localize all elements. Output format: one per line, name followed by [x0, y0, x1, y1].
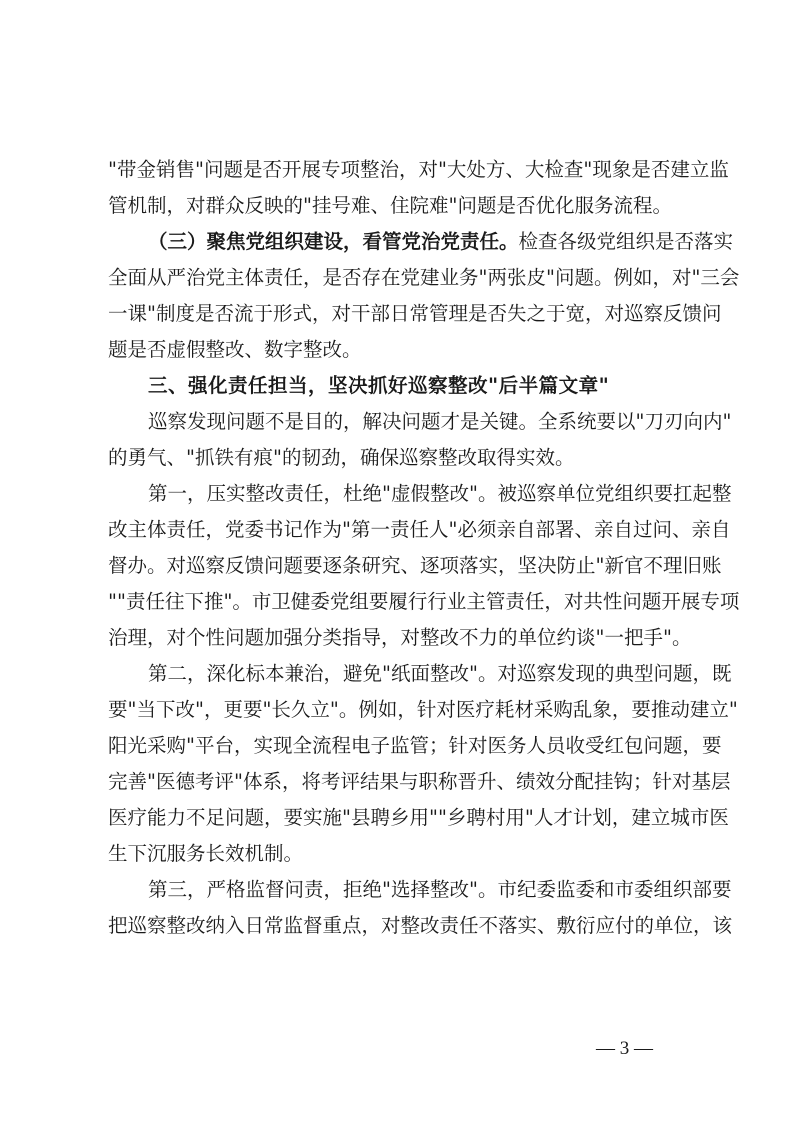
body-line-1: "带金销售"问题是否开展专项整治，对"大处方、大检查"现象是否建立监	[108, 158, 729, 181]
body-line-11: 改主体责任，党委书记作为"第一责任人"必须亲自部署、亲自过问、亲自	[108, 518, 731, 541]
subheading-3-text: 检查各级党组织是否落实	[518, 230, 734, 253]
section-subheading-line	[148, 230, 734, 256]
body-line-4: 全面从严治党主体责任，是否存在党建业务"两张皮"问题。例如，对"三会	[108, 266, 740, 289]
body-line-16: 要"当下改"，更要"长久立"。例如，针对医疗耗材采购乱象，要推动建立"	[108, 698, 738, 721]
page-number: — 3 —	[596, 1038, 653, 1059]
body-line-9: 的勇气、"抓铁有痕"的韧劲，确保巡察整改取得实效。	[108, 446, 575, 469]
body-line-12: 督办。对巡察反馈问题要逐条研究、逐项落实，坚决防止"新官不理旧账	[108, 554, 722, 577]
body-line-19: 医疗能力不足问题，要实施"县聘乡用""乡聘村用"人才计划，建立城市医	[108, 806, 729, 829]
body-line-22: 把巡察整改纳入日常监督重点，对整改责任不落实、敷衍应付的单位，该	[108, 914, 733, 937]
body-line-13: ""责任往下推"。市卫健委党组要履行行业主管责任，对共性问题开展专项	[108, 590, 740, 613]
subheading-3: （三）聚焦党组织建设，看管党治党责任。	[148, 230, 519, 253]
body-line-6: 题是否虚假整改、数字整改。	[108, 338, 362, 361]
body-line-5: 一课"制度是否流于形式，对干部日常管理是否失之于宽，对巡察反馈问	[108, 302, 722, 325]
body-line-8: 巡察发现问题不是目的，解决问题才是关键。全系统要以"刀刃向内"	[148, 410, 732, 433]
body-line-20: 生下沉服务长效机制。	[108, 842, 304, 865]
body-line-18: 完善"医德考评"体系，将考评结果与职称晋升、绩效分配挂钩；针对基层	[108, 770, 731, 793]
body-line-17: 阳光采购"平台，实现全流程电子监管；针对医务人员收受红包问题，要	[108, 734, 722, 757]
body-line-14: 治理，对个性问题加强分类指导，对整改不力的单位约谈"一把手"。	[108, 626, 692, 649]
body-line-15: 第二，深化标本兼治，避免"纸面整改"。对巡察发现的典型问题，既	[148, 662, 732, 685]
section-heading-3: 三、强化责任担当，坚决抓好巡察整改"后半篇文章"	[148, 374, 610, 397]
body-line-21: 第三，严格监督问责，拒绝"选择整改"。市纪委监委和市委组织部要	[148, 878, 732, 901]
body-line-2: 管机制，对群众反映的"挂号难、住院难"问题是否优化服务流程。	[108, 194, 672, 217]
body-line-10: 第一，压实整改责任，杜绝"虚假整改"。被巡察单位党组织要扛起整	[148, 482, 732, 505]
